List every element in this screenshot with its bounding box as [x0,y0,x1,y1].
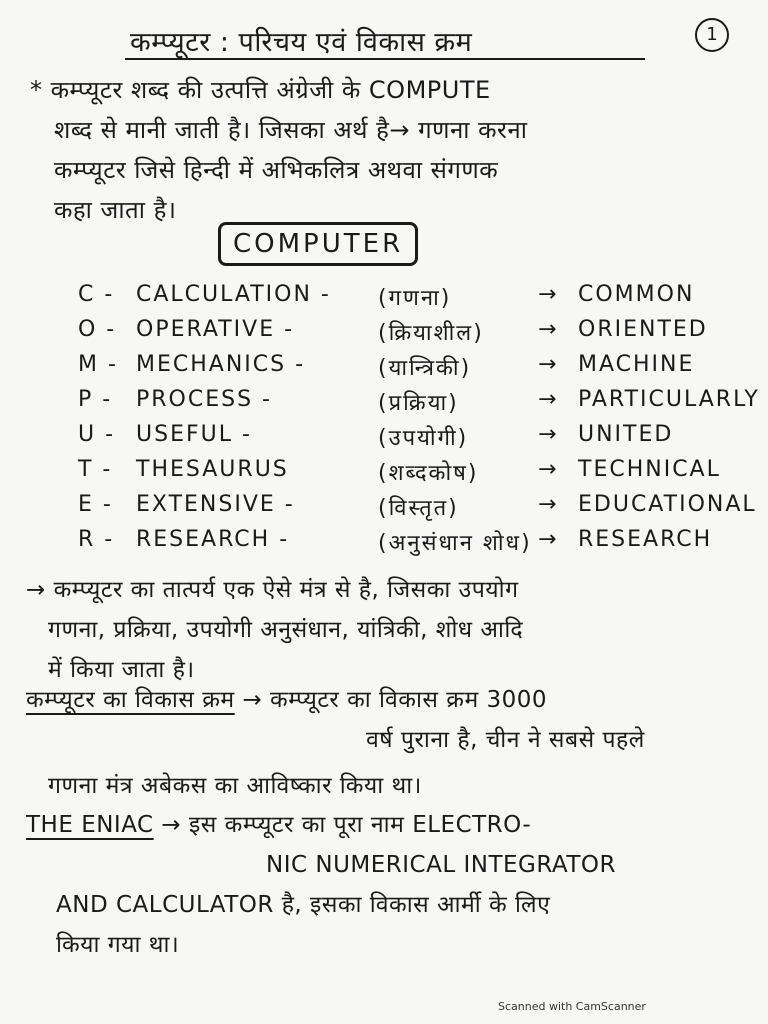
acronym-letter: R - [78,527,115,552]
development-text: → कम्प्यूटर का विकास क्रम 3000 [242,687,548,713]
page-title: कम्प्यूटर : परिचय एवं विकास क्रम [130,27,473,58]
acronym-letter: P - [78,387,113,412]
acronym-row [78,352,758,387]
acronym-alt: PARTICULARLY [578,387,760,412]
meaning-line: गणना, प्रक्रिया, उपयोगी अनुसंधान, यांत्रिकी, शोध आदि [48,617,524,643]
acronym-alt: TECHNICAL [578,457,721,482]
acronym-row [78,317,758,352]
acronym-hindi: (शब्दकोष) [378,461,479,486]
acronym-word: RESEARCH - [136,527,290,552]
development-line-1 [26,680,645,720]
acronym-hindi: (क्रियाशील) [378,321,484,346]
acronym-alt: MACHINE [578,352,695,377]
acronym-word: OPERATIVE - [136,317,295,342]
acronym-word: THESAURUS [136,457,289,482]
arrow-icon: → [538,527,559,552]
meaning-line: → कम्प्यूटर का तात्पर्य एक ऐसे मंत्र से है, जिसका उपयोग [26,577,519,603]
intro-line: कहा जाता है। [54,196,177,224]
acronym-table [78,282,758,562]
acronym-alt: ORIENTED [578,317,708,342]
acronym-row [78,282,758,317]
title-underline [125,58,645,60]
acronym-hindi: (यान्त्रिकी) [378,356,472,381]
eniac-text: → इस कम्प्यूटर का पूरा नाम ELECTRO- [161,812,532,838]
eniac-line-1 [26,805,616,845]
development-section [26,680,645,806]
meaning-paragraph [26,570,523,690]
eniac-line-3: AND CALCULATOR है, इसका विकास आर्मी के लिए [56,892,551,918]
page-number-badge: 1 [695,18,729,52]
eniac-heading: THE ENIAC [26,812,154,838]
intro-line: * कम्प्यूटर शब्द की उत्पत्ति अंग्रेजी के COMPUTE [30,76,491,104]
eniac-line-2: NIC NUMERICAL INTEGRATOR [266,852,616,878]
intro-paragraph [30,70,750,230]
acronym-word: EXTENSIVE - [136,492,295,517]
arrow-icon: → [538,317,559,342]
acronym-letter: O - [78,317,117,342]
acronym-row [78,387,758,422]
acronym-row [78,527,758,562]
acronym-row [78,492,758,527]
meaning-line: में किया जाता है। [48,657,195,683]
acronym-row [78,422,758,457]
acronym-word: CALCULATION - [136,282,331,307]
arrow-icon: → [538,352,559,377]
acronym-letter: E - [78,492,113,517]
acronym-word: MECHANICS - [136,352,306,377]
acronym-letter: M - [78,352,118,377]
acronym-row [78,457,758,492]
arrow-icon: → [538,492,559,517]
eniac-section [26,805,616,965]
acronym-hindi: (गणना) [378,286,452,311]
acronym-hindi: (विस्तृत) [378,496,459,521]
intro-line: कम्प्यूटर जिसे हिन्दी में अभिकलित्र अथवा संगणक [54,156,499,184]
arrow-icon: → [538,282,559,307]
eniac-line-4: किया गया था। [56,932,180,958]
arrow-icon: → [538,422,559,447]
acronym-word: PROCESS - [136,387,272,412]
acronym-word: USEFUL - [136,422,252,447]
acronym-alt: RESEARCH [578,527,713,552]
computer-boxed-word: COMPUTER [218,222,418,266]
acronym-alt: UNITED [578,422,674,447]
development-line-2: वर्ष पुराना है, चीन ने सबसे पहले [366,727,645,753]
acronym-hindi: (प्रक्रिया) [378,391,459,416]
acronym-alt: EDUCATIONAL [578,492,757,517]
scanner-watermark: Scanned with CamScanner [498,1000,646,1013]
intro-line: शब्द से मानी जाती है। जिसका अर्थ है→ गणना करना [54,116,528,144]
acronym-alt: COMMON [578,282,695,307]
arrow-icon: → [538,457,559,482]
acronym-letter: U - [78,422,116,447]
arrow-icon: → [538,387,559,412]
development-heading: कम्प्यूटर का विकास क्रम [26,687,235,713]
acronym-hindi: (अनुसंधान शोध) [378,531,532,556]
development-line-3: गणना मंत्र अबेकस का आविष्कार किया था। [48,773,422,799]
acronym-hindi: (उपयोगी) [378,426,469,451]
acronym-letter: T - [78,457,113,482]
acronym-letter: C - [78,282,115,307]
